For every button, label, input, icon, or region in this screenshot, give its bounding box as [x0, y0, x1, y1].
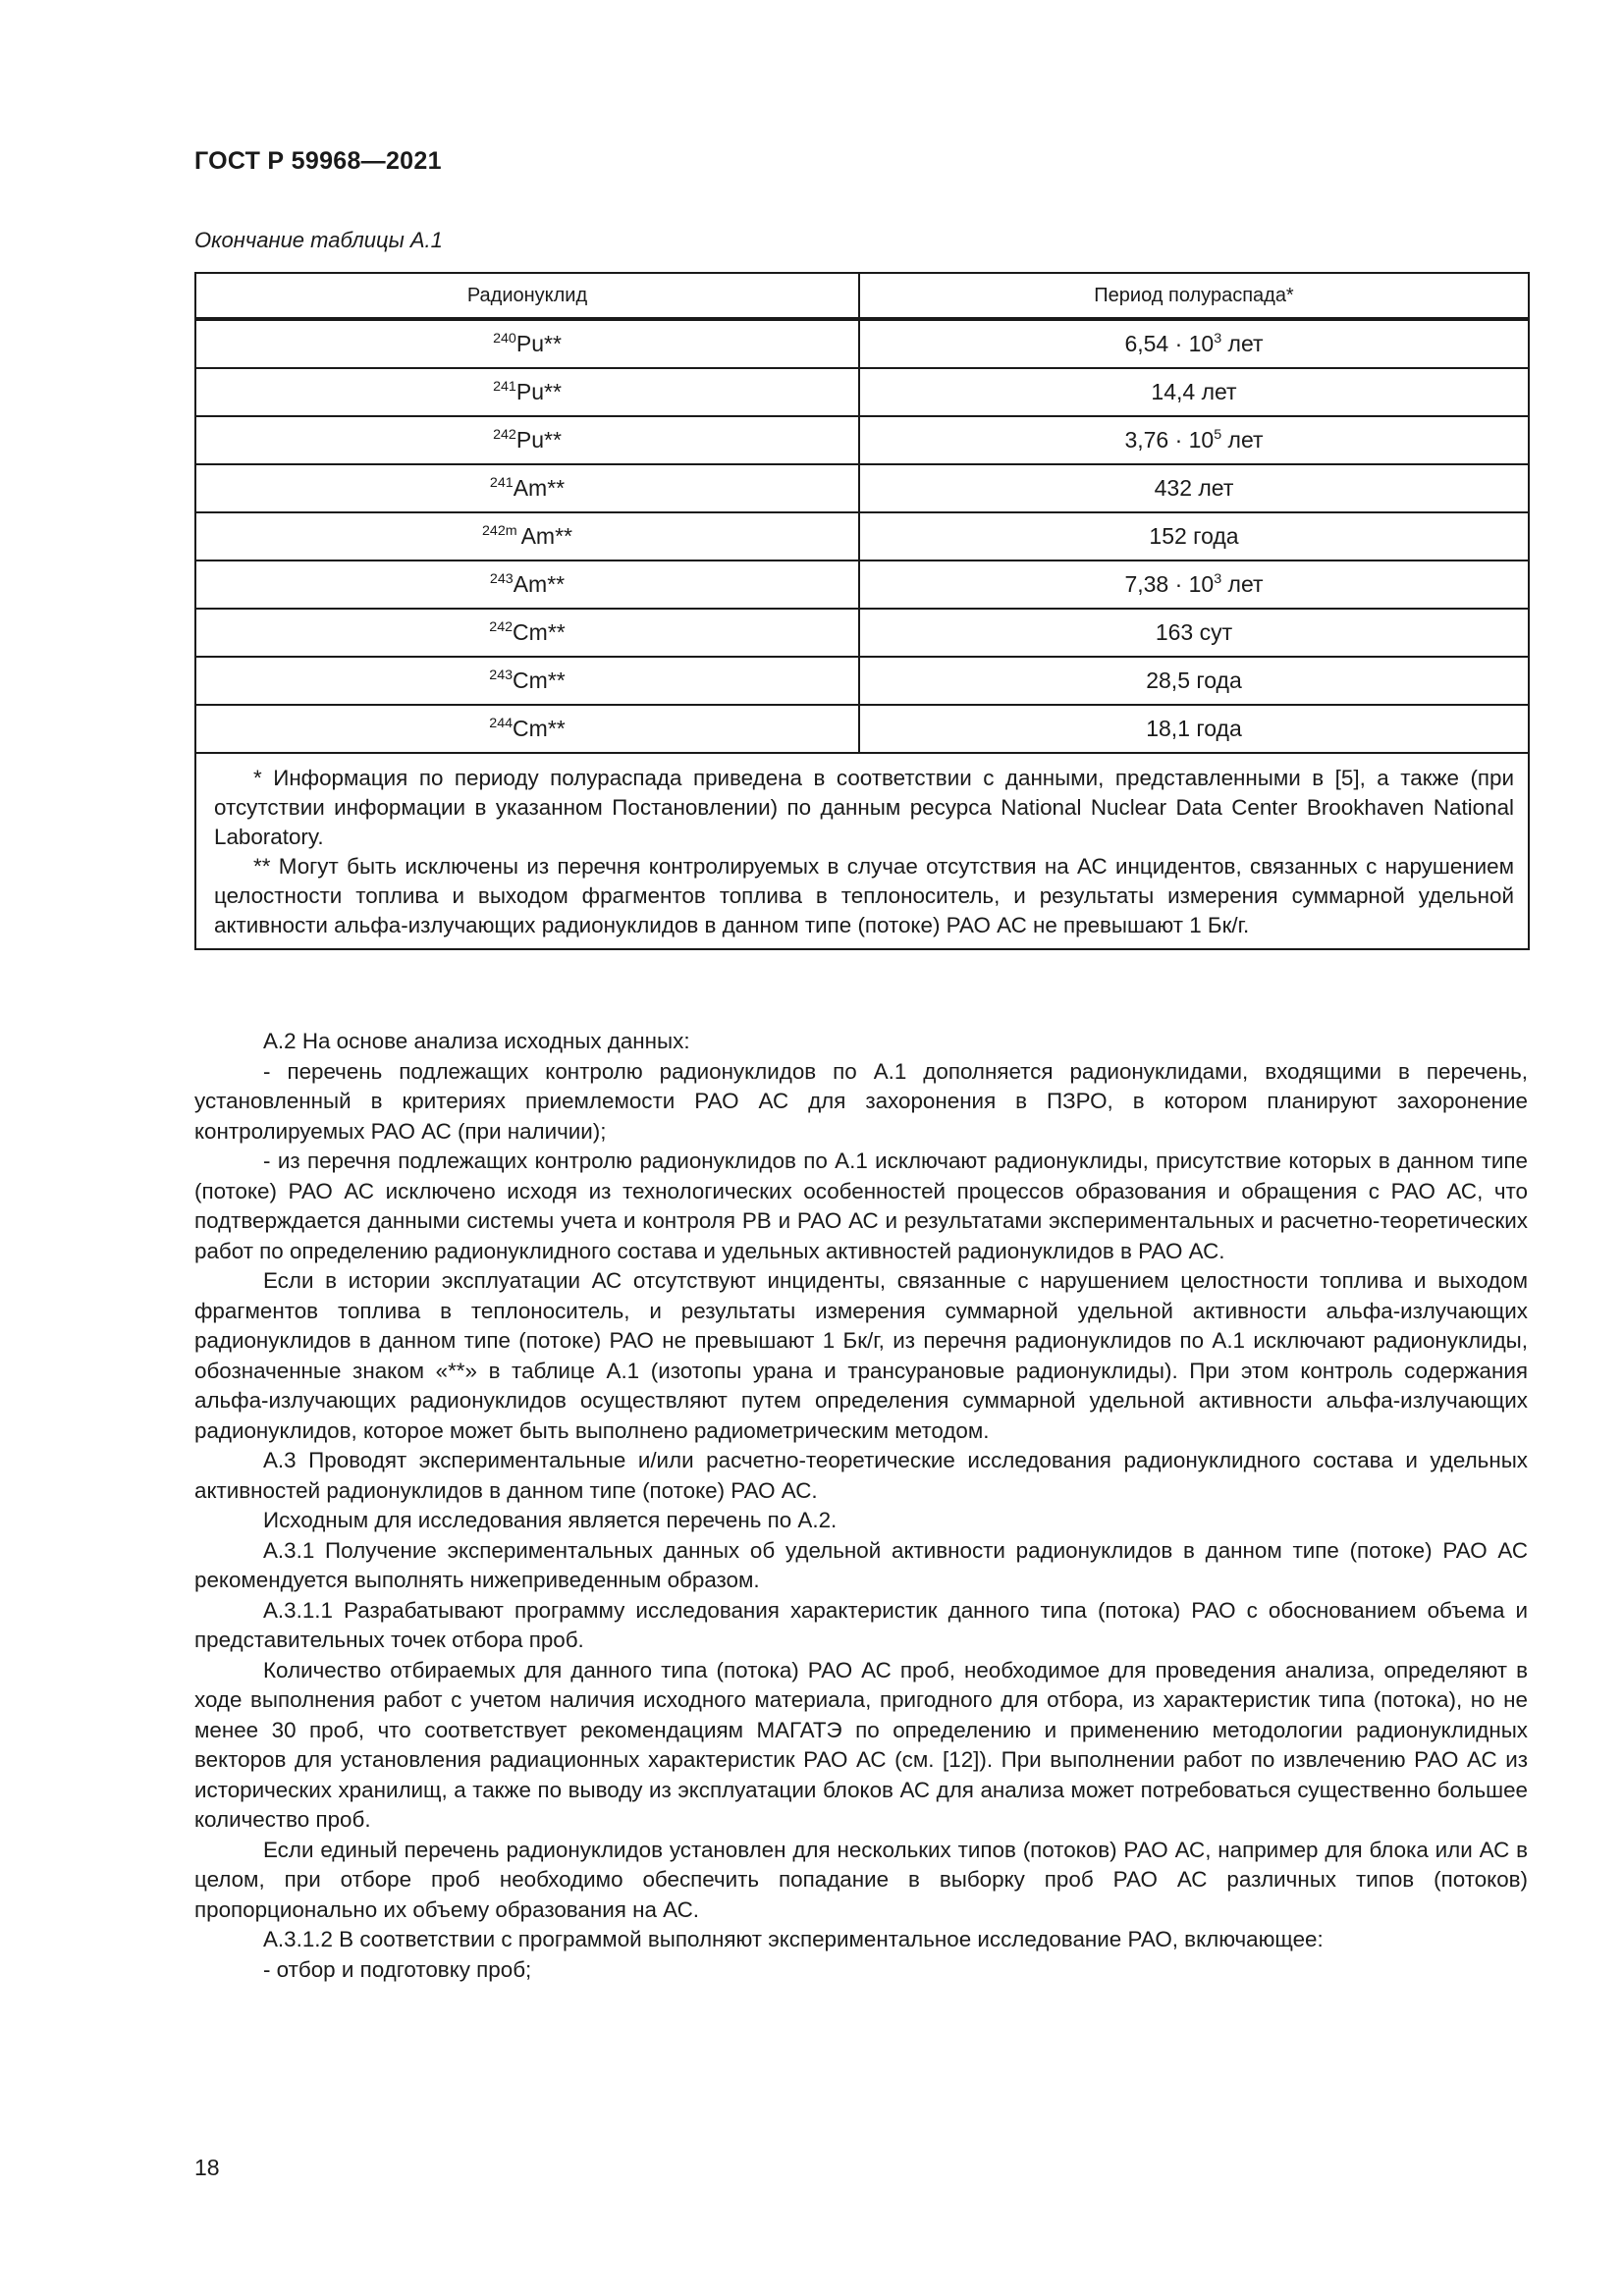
half-life-value: 6,54 · 10 — [1124, 331, 1215, 356]
paragraph: - из перечня подлежащих контролю радионуклидов по А.1 исключают радионуклиды, присутствие которых в данном типе (потоке) РАО АС исключено исходя из технологических особенностей процессов образования и обращения с РАО АС, что подтверждается данными системы учета и контроля РВ и РАО АС и результатами экспериментальных и расчетно-теоретических работ по определению радионуклидного состава и удельных активностей радионуклидов в РАО АС. — [194, 1148, 1528, 1263]
table-row — [195, 657, 1529, 705]
half-life-value: 14,4 лет — [1151, 379, 1237, 404]
paragraph: А.2 На основе анализа исходных данных: — [263, 1029, 690, 1053]
element-symbol: Pu** — [515, 331, 562, 356]
paragraph: А.3.1.2 В соответствии с программой выполняют экспериментальное исследование РАО, включающее: — [263, 1927, 1324, 1951]
table-note: ** Могут быть исключены из перечня контролируемых в случае отсутствия на АС инцидентов, связанных с нарушением целостности топлива и выходом фрагментов топлива в теплоноситель, и результаты измерения суммарной удельной активности альфа-излучающих радионуклидов в данном типе (потоке) РАО АС не превышают 1 Бк/г. — [214, 854, 1514, 937]
page-number: 18 — [194, 2155, 220, 2180]
paragraph: Количество отбираемых для данного типа (потока) РАО АС проб, необходимое для проведения анализа, определяют в ходе выполнения работ с учетом наличия исходного материала, пригодного для отбора, из характеристик типа (потока), но не менее 30 проб, что соответствует рекомендациям МАГАТЭ по определению и применению методологии радионуклидных векторов для установления радиационных характеристик РАО АС (см. [12]). При выполнении работ по извлечению РАО АС из исторических хранилищ, а также по выводу из эксплуатации блоков АС для анализа может потребоваться существенно большее количество проб. — [194, 1657, 1528, 1832]
element-symbol: Am** — [520, 523, 572, 549]
mass-number: 240 — [493, 331, 516, 347]
paragraph: Если единый перечень радионуклидов установлен для нескольких типов (потоков) РАО АС, например для блока или АС в целом, при отборе проб необходимо обеспечить попадание в выборку проб РАО АС различных типов (потоков) пропорционально их объему образования на АС. — [194, 1837, 1528, 1922]
table-row — [195, 416, 1529, 464]
half-life-cell — [859, 416, 1529, 464]
paragraph: Если в истории эксплуатации АС отсутствуют инциденты, связанные с нарушением целостности топлива и выходом фрагментов топлива в теплоноситель, и результаты измерения суммарной удельной активности альфа-излучающих радионуклидов в данном типе (потоке) РАО не превышают 1 Бк/г, из перечня радионуклидов по А.1 исключают радионуклиды, обозначенные знаком «**» в таблице А.1 (изотопы урана и трансурановые радионуклиды). При этом контроль содержания альфа-излучающих радионуклидов осуществляют путем определения суммарной удельной активности альфа-излучающих радионуклидов, которое может быть выполнено радиометрическим методом. — [194, 1268, 1528, 1443]
radionuclide-cell — [195, 561, 859, 609]
element-symbol: Am** — [513, 571, 566, 597]
half-life-value: 18,1 года — [1146, 716, 1242, 741]
column-header-half-life: Период полураспада* — [859, 273, 1529, 319]
radionuclide-cell — [195, 705, 859, 753]
table-row — [195, 512, 1529, 561]
half-life-unit: лет — [1221, 571, 1264, 597]
half-life-unit: лет — [1221, 331, 1264, 356]
half-life-cell — [859, 657, 1529, 705]
radionuclide-cell — [195, 464, 859, 512]
half-life-cell — [859, 512, 1529, 561]
half-life-cell — [859, 561, 1529, 609]
mass-number: 241 — [493, 379, 516, 396]
half-life-exponent: 3 — [1214, 331, 1222, 347]
half-life-value: 28,5 года — [1146, 667, 1242, 693]
mass-number: 242 — [489, 619, 514, 636]
paragraph: А.3.1 Получение экспериментальных данных об удельной активности радионуклидов в данном типе (потоке) РАО АС рекомендуется выполнять нижеприведенным образом. — [194, 1537, 1528, 1592]
paragraph: Исходным для исследования является перечень по А.2. — [263, 1508, 838, 1532]
paragraph: - перечень подлежащих контролю радионуклидов по А.1 дополняется радионуклидами, входящими в перечень, установленный в критериях приемлемости РАО АС для захоронения в ПЗРО, в котором планируют захоронение контролируемых РАО АС (при наличии); — [194, 1058, 1528, 1144]
half-life-cell — [859, 609, 1529, 657]
table-header-row — [195, 273, 1529, 319]
table-row — [195, 319, 1529, 368]
half-life-value: 7,38 · 10 — [1124, 571, 1215, 597]
half-life-cell — [859, 368, 1529, 416]
element-symbol: Cm** — [513, 619, 566, 645]
radionuclide-cell — [195, 609, 859, 657]
radionuclide-cell — [195, 512, 859, 561]
table-row — [195, 464, 1529, 512]
half-life-value: 432 лет — [1154, 475, 1234, 501]
mass-number: 244 — [489, 716, 514, 732]
mass-number: 243 — [489, 667, 514, 684]
table-note: * Информация по периоду полураспада приведена в соответствии с данными, представленными в [5], а также (при отсутствии информации в указанном Постановлении) по данным ресурса National Nuclear Data Center Brookhaven National Laboratory. — [214, 766, 1514, 849]
paragraph: - отбор и подготовку проб; — [263, 1956, 532, 1982]
half-life-exponent: 3 — [1214, 571, 1222, 588]
table-row — [195, 609, 1529, 657]
table-notes-row — [195, 753, 1529, 949]
mass-number: 241 — [489, 475, 514, 492]
half-life-value: 163 сут — [1155, 619, 1233, 645]
table-row — [195, 705, 1529, 753]
half-life-cell — [859, 705, 1529, 753]
element-symbol: Cm** — [513, 667, 566, 693]
mass-number: 243 — [489, 571, 514, 588]
mass-number: 242 — [493, 427, 516, 444]
element-symbol: Pu** — [515, 427, 562, 453]
half-life-value: 3,76 · 10 — [1124, 427, 1215, 453]
element-symbol: Am** — [513, 475, 566, 501]
radionuclide-cell — [195, 319, 859, 368]
half-life-value: 152 года — [1149, 523, 1239, 549]
paragraph: А.3 Проводят экспериментальные и/или расчетно-теоретические исследования радионуклидного состава и удельных активностей радионуклидов в данном типе (потоке) РАО АС. — [194, 1448, 1528, 1503]
table-caption: Окончание таблицы А.1 — [194, 228, 443, 252]
radionuclide-cell — [195, 368, 859, 416]
table-notes — [195, 753, 1529, 949]
paragraph: А.3.1.1 Разрабатывают программу исследования характеристик данного типа (потока) РАО с обоснованием объема и представительных точек отбора проб. — [194, 1597, 1528, 1652]
mass-number: 242m — [481, 523, 521, 540]
element-symbol: Cm** — [513, 716, 566, 741]
body-text — [194, 1027, 1528, 1985]
radionuclide-cell — [195, 416, 859, 464]
half-life-table — [194, 272, 1530, 950]
half-life-cell — [859, 464, 1529, 512]
element-symbol: Pu** — [515, 379, 562, 404]
table-row — [195, 561, 1529, 609]
half-life-exponent: 5 — [1214, 427, 1222, 444]
half-life-unit: лет — [1221, 427, 1264, 453]
table-row — [195, 368, 1529, 416]
half-life-cell — [859, 319, 1529, 368]
document-id-header: ГОСТ Р 59968—2021 — [194, 147, 442, 175]
radionuclide-cell — [195, 657, 859, 705]
column-header-radionuclide: Радионуклид — [195, 273, 859, 319]
